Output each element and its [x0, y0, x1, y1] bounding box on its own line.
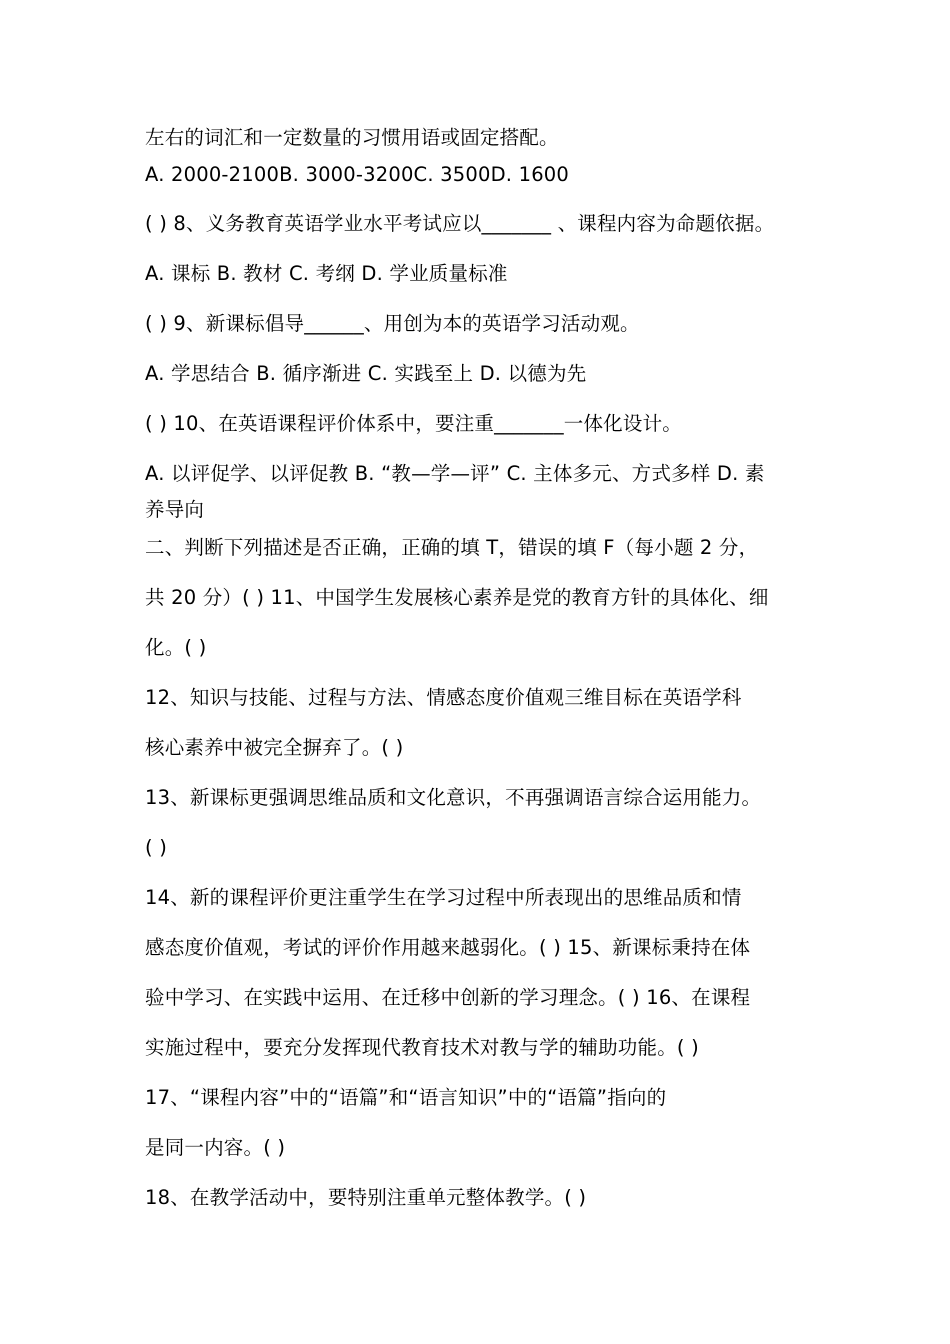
question-14: 14、新的课程评价更注重学生在学习过程中所表现出的思维品质和情 [145, 886, 742, 909]
question-11: 共 20 分）( ) 11、中国学生发展核心素养是党的教育方针的具体化、细 [145, 586, 769, 609]
text-line: 左右的词汇和一定数量的习惯用语或固定搭配。 [145, 126, 559, 149]
question-10-options: A. 以评促学、以评促教 B. “教—学—评” C. 主体多元、方式多样 D. 素 [145, 462, 765, 485]
question-9-options: A. 学思结合 B. 循序渐进 C. 实践至上 D. 以德为先 [145, 362, 587, 385]
question-16-cont: 实施过程中，要充分发挥现代教育技术对教与学的辅助功能。( ) [145, 1036, 699, 1059]
question-17: 17、“课程内容”中的“语篇”和“语言知识”中的“语篇”指向的 [145, 1086, 667, 1109]
question-12: 12、知识与技能、过程与方法、情感态度价值观三维目标在英语学科 [145, 686, 742, 709]
question-11-cont: 化。( ) [145, 636, 207, 659]
question-10-options-cont: 养导向 [145, 498, 205, 521]
question-13: 13、新课标更强调思维品质和文化意识，不再强调语言综合运用能力。 [145, 786, 762, 809]
question-8: ( ) 8、义务教育英语学业水平考试应以_______ 、课程内容为命题依据。 [145, 212, 775, 235]
question-8-options: A. 课标 B. 教材 C. 考纲 D. 学业质量标准 [145, 262, 508, 285]
question-14-15: 感态度价值观，考试的评价作用越来越弱化。( ) 15、新课标秉持在体 [145, 936, 751, 959]
question-10: ( ) 10、在英语课程评价体系中，要注重_______一体化设计。 [145, 412, 682, 435]
text-line: A. 2000-2100B. 3000-3200C. 3500D. 1600 [145, 163, 570, 186]
question-13-cont: ( ) [145, 836, 168, 859]
question-18: 18、在教学活动中，要特别注重单元整体教学。( ) [145, 1186, 587, 1209]
question-17-cont: 是同一内容。( ) [145, 1136, 286, 1159]
section-heading: 二、判断下列描述是否正确，正确的填 T，错误的填 F（每小题 2 分， [145, 536, 759, 559]
question-9: ( ) 9、新课标倡导______、用创为本的英语学习活动观。 [145, 312, 640, 335]
question-15-16: 验中学习、在实践中运用、在迁移中创新的学习理念。( ) 16、在课程 [145, 986, 751, 1009]
question-12-cont: 核心素养中被完全摒弃了。( ) [145, 736, 404, 759]
